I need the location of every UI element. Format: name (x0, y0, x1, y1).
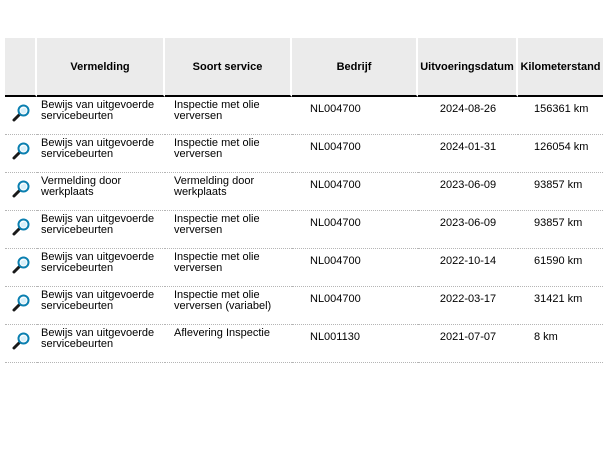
mileage-cell: 61590 km (518, 249, 603, 287)
service-type-cell: Aflevering Inspectie (165, 325, 292, 363)
magnifier-icon[interactable] (11, 103, 31, 123)
company-cell: NL004700 (292, 249, 418, 287)
entry-cell: Bewijs van uitgevoerde servicebeurten (37, 135, 165, 173)
table-row (5, 325, 603, 363)
entry-cell: Bewijs van uitgevoerde servicebeurten (37, 287, 165, 325)
company-cell: NL001130 (292, 325, 418, 363)
view-details-cell (5, 135, 37, 173)
table-row (5, 135, 603, 173)
date-cell: 2022-03-17 (418, 287, 518, 325)
company-cell: NL004700 (292, 97, 418, 135)
table-row (5, 287, 603, 325)
entry-cell: Bewijs van uitgevoerde servicebeurten (37, 211, 165, 249)
date-cell: 2021-07-07 (418, 325, 518, 363)
date-cell: 2023-06-09 (418, 173, 518, 211)
view-details-cell (5, 287, 37, 325)
column-header-service[interactable]: Soort service (165, 38, 292, 97)
view-details-cell (5, 97, 37, 135)
mileage-cell: 31421 km (518, 287, 603, 325)
table-header (5, 38, 603, 97)
service-type-cell: Inspectie met olie verversen (165, 135, 292, 173)
column-header-date[interactable]: Uitvoeringsdatum (418, 38, 518, 97)
service-type-cell: Inspectie met olie verversen (165, 97, 292, 135)
view-details-cell (5, 325, 37, 363)
column-header-company[interactable]: Bedrijf (292, 38, 418, 97)
mileage-cell: 8 km (518, 325, 603, 363)
magnifier-icon[interactable] (11, 217, 31, 237)
table-body (5, 97, 603, 363)
company-cell: NL004700 (292, 173, 418, 211)
date-cell: 2024-01-31 (418, 135, 518, 173)
mileage-cell: 93857 km (518, 173, 603, 211)
entry-cell: Bewijs van uitgevoerde servicebeurten (37, 249, 165, 287)
service-history-panel (5, 38, 603, 363)
magnifier-icon[interactable] (11, 293, 31, 313)
company-cell: NL004700 (292, 287, 418, 325)
column-header-mileage[interactable]: Kilometerstand (518, 38, 603, 97)
mileage-cell: 93857 km (518, 211, 603, 249)
company-cell: NL004700 (292, 211, 418, 249)
table-row (5, 97, 603, 135)
service-type-cell: Inspectie met olie verversen (165, 211, 292, 249)
view-details-cell (5, 211, 37, 249)
table-row (5, 249, 603, 287)
mileage-cell: 126054 km (518, 135, 603, 173)
entry-cell: Bewijs van uitgevoerde servicebeurten (37, 325, 165, 363)
table-row (5, 211, 603, 249)
column-header-icon (5, 38, 37, 97)
date-cell: 2023-06-09 (418, 211, 518, 249)
date-cell: 2022-10-14 (418, 249, 518, 287)
magnifier-icon[interactable] (11, 331, 31, 351)
company-cell: NL004700 (292, 135, 418, 173)
entry-cell: Bewijs van uitgevoerde servicebeurten (37, 97, 165, 135)
view-details-cell (5, 173, 37, 211)
view-details-cell (5, 249, 37, 287)
column-header-entry[interactable]: Vermelding (37, 38, 165, 97)
service-type-cell: Vermelding door werkplaats (165, 173, 292, 211)
magnifier-icon[interactable] (11, 255, 31, 275)
magnifier-icon[interactable] (11, 179, 31, 199)
table-row (5, 173, 603, 211)
magnifier-icon[interactable] (11, 141, 31, 161)
service-type-cell: Inspectie met olie verversen (165, 249, 292, 287)
service-history-table (5, 38, 603, 363)
service-type-cell: Inspectie met olie verversen (variabel) (165, 287, 292, 325)
mileage-cell: 156361 km (518, 97, 603, 135)
entry-cell: Vermelding door werkplaats (37, 173, 165, 211)
date-cell: 2024-08-26 (418, 97, 518, 135)
